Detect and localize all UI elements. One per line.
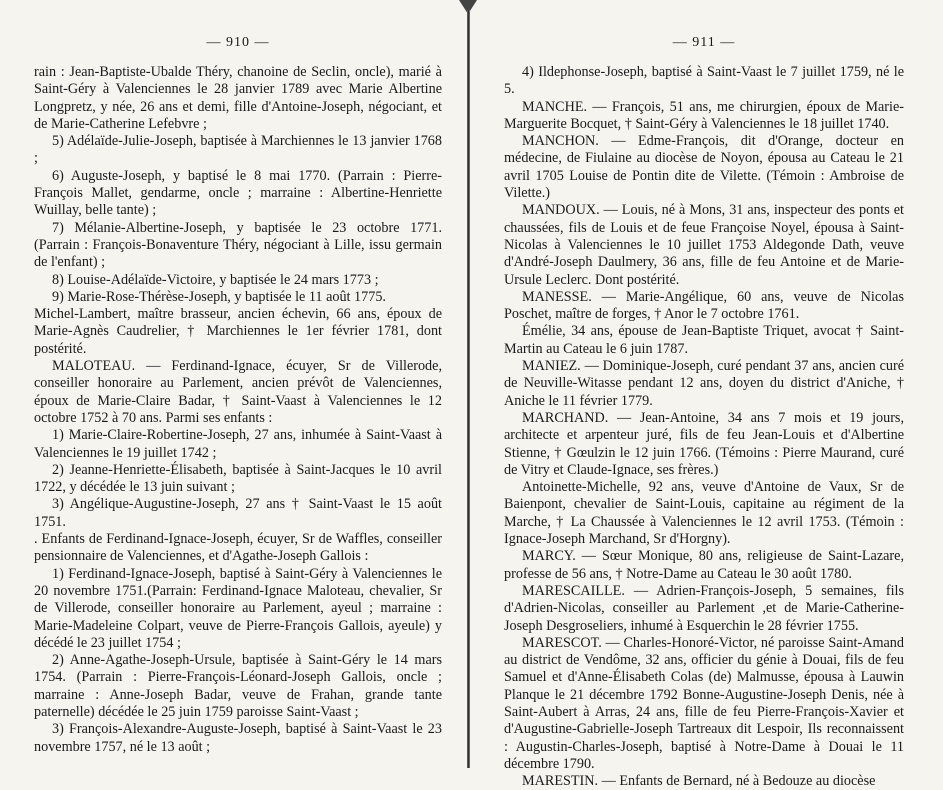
book-gutter	[455, 0, 481, 768]
paragraph: 3) Angélique-Augustine-Joseph, 27 ans † Saint-Vaast le 15 août 1751.	[34, 496, 442, 530]
paragraph: MARESCAILLE. — Adrien-François-Joseph, 5 semaines, fils d'Adrien-Nicolas, conseiller au Parlement ,et de Marie-Catherine-Joseph Desgroseliers, inhumé à Esquerchin le 28 février 1755.	[504, 582, 904, 634]
paragraph: MANCHON. — Edme-François, dit d'Orange, docteur en médecine, de Fiulaine au diocèse de Noyon, épousa au Cateau le 21 avril 1705 Louise de Pontin dite de Vilette. (Témoin : Ambroise de Vilette.)	[504, 133, 904, 202]
paragraph: 2) Anne-Agathe-Joseph-Ursule, baptisée à Saint-Géry le 14 mars 1754. (Parrain : Pierre-François-Léonard-Joseph Gallois, oncle ; marraine : Anne-Joseph Badar, veuve de Frahan, grande tante paternelle) décédée le 25 juin 1759 paroisse Saint-Vaast ;	[34, 652, 442, 720]
paragraph: . Enfants de Ferdinand-Ignace-Joseph, écuyer, Sr de Waffles, conseiller pensionnaire de Valenciennes, et d'Agathe-Joseph Gallois :	[34, 531, 442, 565]
page-number-right: — 911 —	[672, 35, 736, 50]
paragraph: MARCHAND. — Jean-Antoine, 34 ans 7 mois et 19 jours, architecte et arpenteur juré, fils de feu Jean-Louis et d'Albertine Stienne, † Gœulzin le 12 juin 1766. (Témoins : Pierre Maurand, curé de Vitry et Claude-Ignace, ses frères.)	[504, 409, 904, 478]
left-page-text	[34, 64, 442, 756]
paragraph: 7) Mélanie-Albertine-Joseph, y baptisée le 23 octobre 1771. (Parrain : François-Bonaventure Théry, négociant à Lille, issu germain de l'enfant) ;	[34, 219, 442, 271]
paragraph: 1) Ferdinand-Ignace-Joseph, baptisé à Saint-Géry à Valenciennes le 20 novembre 1751.(Parrain: Ferdinand-Ignace Maloteau, chevalier, Sr de Villerode, conseiller honoraire au Parlement, ayeul ; marraine : Marie-Madeleine Colpart, veuve de Pierre-François Gallois, ayeule) y décédé le 23 juillet 1754 ;	[34, 565, 442, 651]
page-number-left: — 910 —	[206, 35, 270, 50]
paragraph: Émélie, 34 ans, épouse de Jean-Baptiste Triquet, avocat † Saint-Martin au Cateau le 6 juin 1787.	[504, 323, 904, 357]
paragraph: Michel-Lambert, maître brasseur, ancien échevin, 66 ans, époux de Marie-Agnès Caudrelier, † Marchiennes le 1er février 1781, dont postérité.	[34, 306, 442, 357]
paragraph: MANIEZ. — Dominique-Joseph, curé pendant 37 ans, ancien curé de Neuville-Witasse pendant 12 ans, doyen du district d'Aniche, † Aniche le 11 février 1779.	[504, 358, 904, 409]
paragraph: 3) François-Alexandre-Auguste-Joseph, baptisé à Saint-Vaast le 23 novembre 1757, né le 13 août ;	[34, 721, 442, 755]
gutter-line	[467, 10, 470, 768]
paragraph: 6) Auguste-Joseph, y baptisé le 8 mai 1770. (Parrain : Pierre-François Mallet, gendarme, oncle ; marraine : Albertine-Henriette Wuillay, belle tante) ;	[34, 167, 442, 219]
right-page-text	[504, 64, 904, 790]
paragraph: MALOTEAU. — Ferdinand-Ignace, écuyer, Sr de Villerode, conseiller honoraire au Parlement, ancien prévôt de Valenciennes, époux de Marie-Claire Badar, † Saint-Vaast à Valenciennes le 12 octobre 1752 à 70 ans. Parmi ses enfants :	[34, 358, 442, 426]
left-page	[34, 0, 442, 768]
paragraph: MARESTIN. — Enfants de Bernard, né à Bedouze au diocèse	[522, 773, 876, 790]
paragraph: MARCY. — Sœur Monique, 80 ans, religieuse de Saint-Lazare, professe de 56 ans, † Notre-Dame au Cateau le 30 août 1780.	[504, 548, 904, 582]
paragraph: 9) Marie-Rose-Thérèse-Joseph, y baptisée le 11 août 1775.	[52, 288, 386, 305]
paragraph: MANDOUX. — Louis, né à Mons, 31 ans, inspecteur des ponts et chaussées, fils de Louis et de feue Françoise Noyel, épousa à Saint-Nicolas à Valenciennes le 10 juillet 1753 Aldegonde Dath, veuve d'André-Joseph Daulmery, 36 ans, fille de feu Antoine et de Marie-Ursule Leclerc. Dont postérité.	[504, 202, 904, 288]
paragraph: 2) Jeanne-Henriette-Élisabeth, baptisée à Saint-Jacques le 10 avril 1722, y décédée le 13 juin suivant ;	[34, 461, 442, 496]
paragraph: 8) Louise-Adélaïde-Victoire, y baptisée le 24 mars 1773 ;	[52, 271, 379, 288]
paragraph: Antoinette-Michelle, 92 ans, veuve d'Antoine de Vaux, Sr de Baienpont, chevalier de Saint-Louis, capitaine au régiment de la Marche, † La Chaussée à Valenciennes le 12 avril 1753. (Témoin : Ignace-Joseph Marchand, Sr d'Horgny).	[504, 479, 904, 548]
paragraph: 4) Ildephonse-Joseph, baptisé à Saint-Vaast le 7 juillet 1759, né le 5.	[504, 64, 904, 98]
paragraph: MANCHE. — François, 51 ans, me chirurgien, époux de Marie-Marguerite Bocquet, † Saint-Géry à Valenciennes le 18 juillet 1740.	[504, 98, 904, 132]
paragraph: 5) Adélaïde-Julie-Joseph, baptisée à Marchiennes le 13 janvier 1768 ;	[34, 133, 442, 167]
paragraph: rain : Jean-Baptiste-Ubalde Théry, chanoine de Seclin, oncle), marié à Saint-Géry à Valenciennes le 28 janvier 1789 avec Marie Albertine Longpretz, y née, 26 ans et demi, fille d'Antoine-Joseph, négociant, et de Marie-Catherine Lefebvre ;	[34, 64, 442, 132]
paragraph: MANESSE. — Marie-Angélique, 60 ans, veuve de Nicolas Poschet, maître de forges, † Anor le 7 octobre 1761.	[504, 288, 904, 323]
right-page	[504, 0, 904, 790]
paragraph: MARESCOT. — Charles-Honoré-Victor, né paroisse Saint-Amand au district de Vendôme, 32 ans, officier du génie à Douai, fils de feu Samuel et d'Anne-Élisabeth Colas (de) Malmusse, épousa à Lauwin Planque le 21 décembre 1792 Bonne-Augustine-Joseph Denis, née à Saint-Aubert à Arras, 24 ans, fille de feu Pierre-François-Xavier et d'Augustine-Gabrielle-Joseph Tartreaux dit Lespoir, Ils reconnaissent : Augustin-Charles-Joseph, baptisé à Notre-Dame à Douai le 11 décembre 1790.	[504, 634, 904, 772]
paragraph: 1) Marie-Claire-Robertine-Joseph, 27 ans, inhumée à Saint-Vaast à Valenciennes le 19 juillet 1742 ;	[34, 427, 442, 461]
